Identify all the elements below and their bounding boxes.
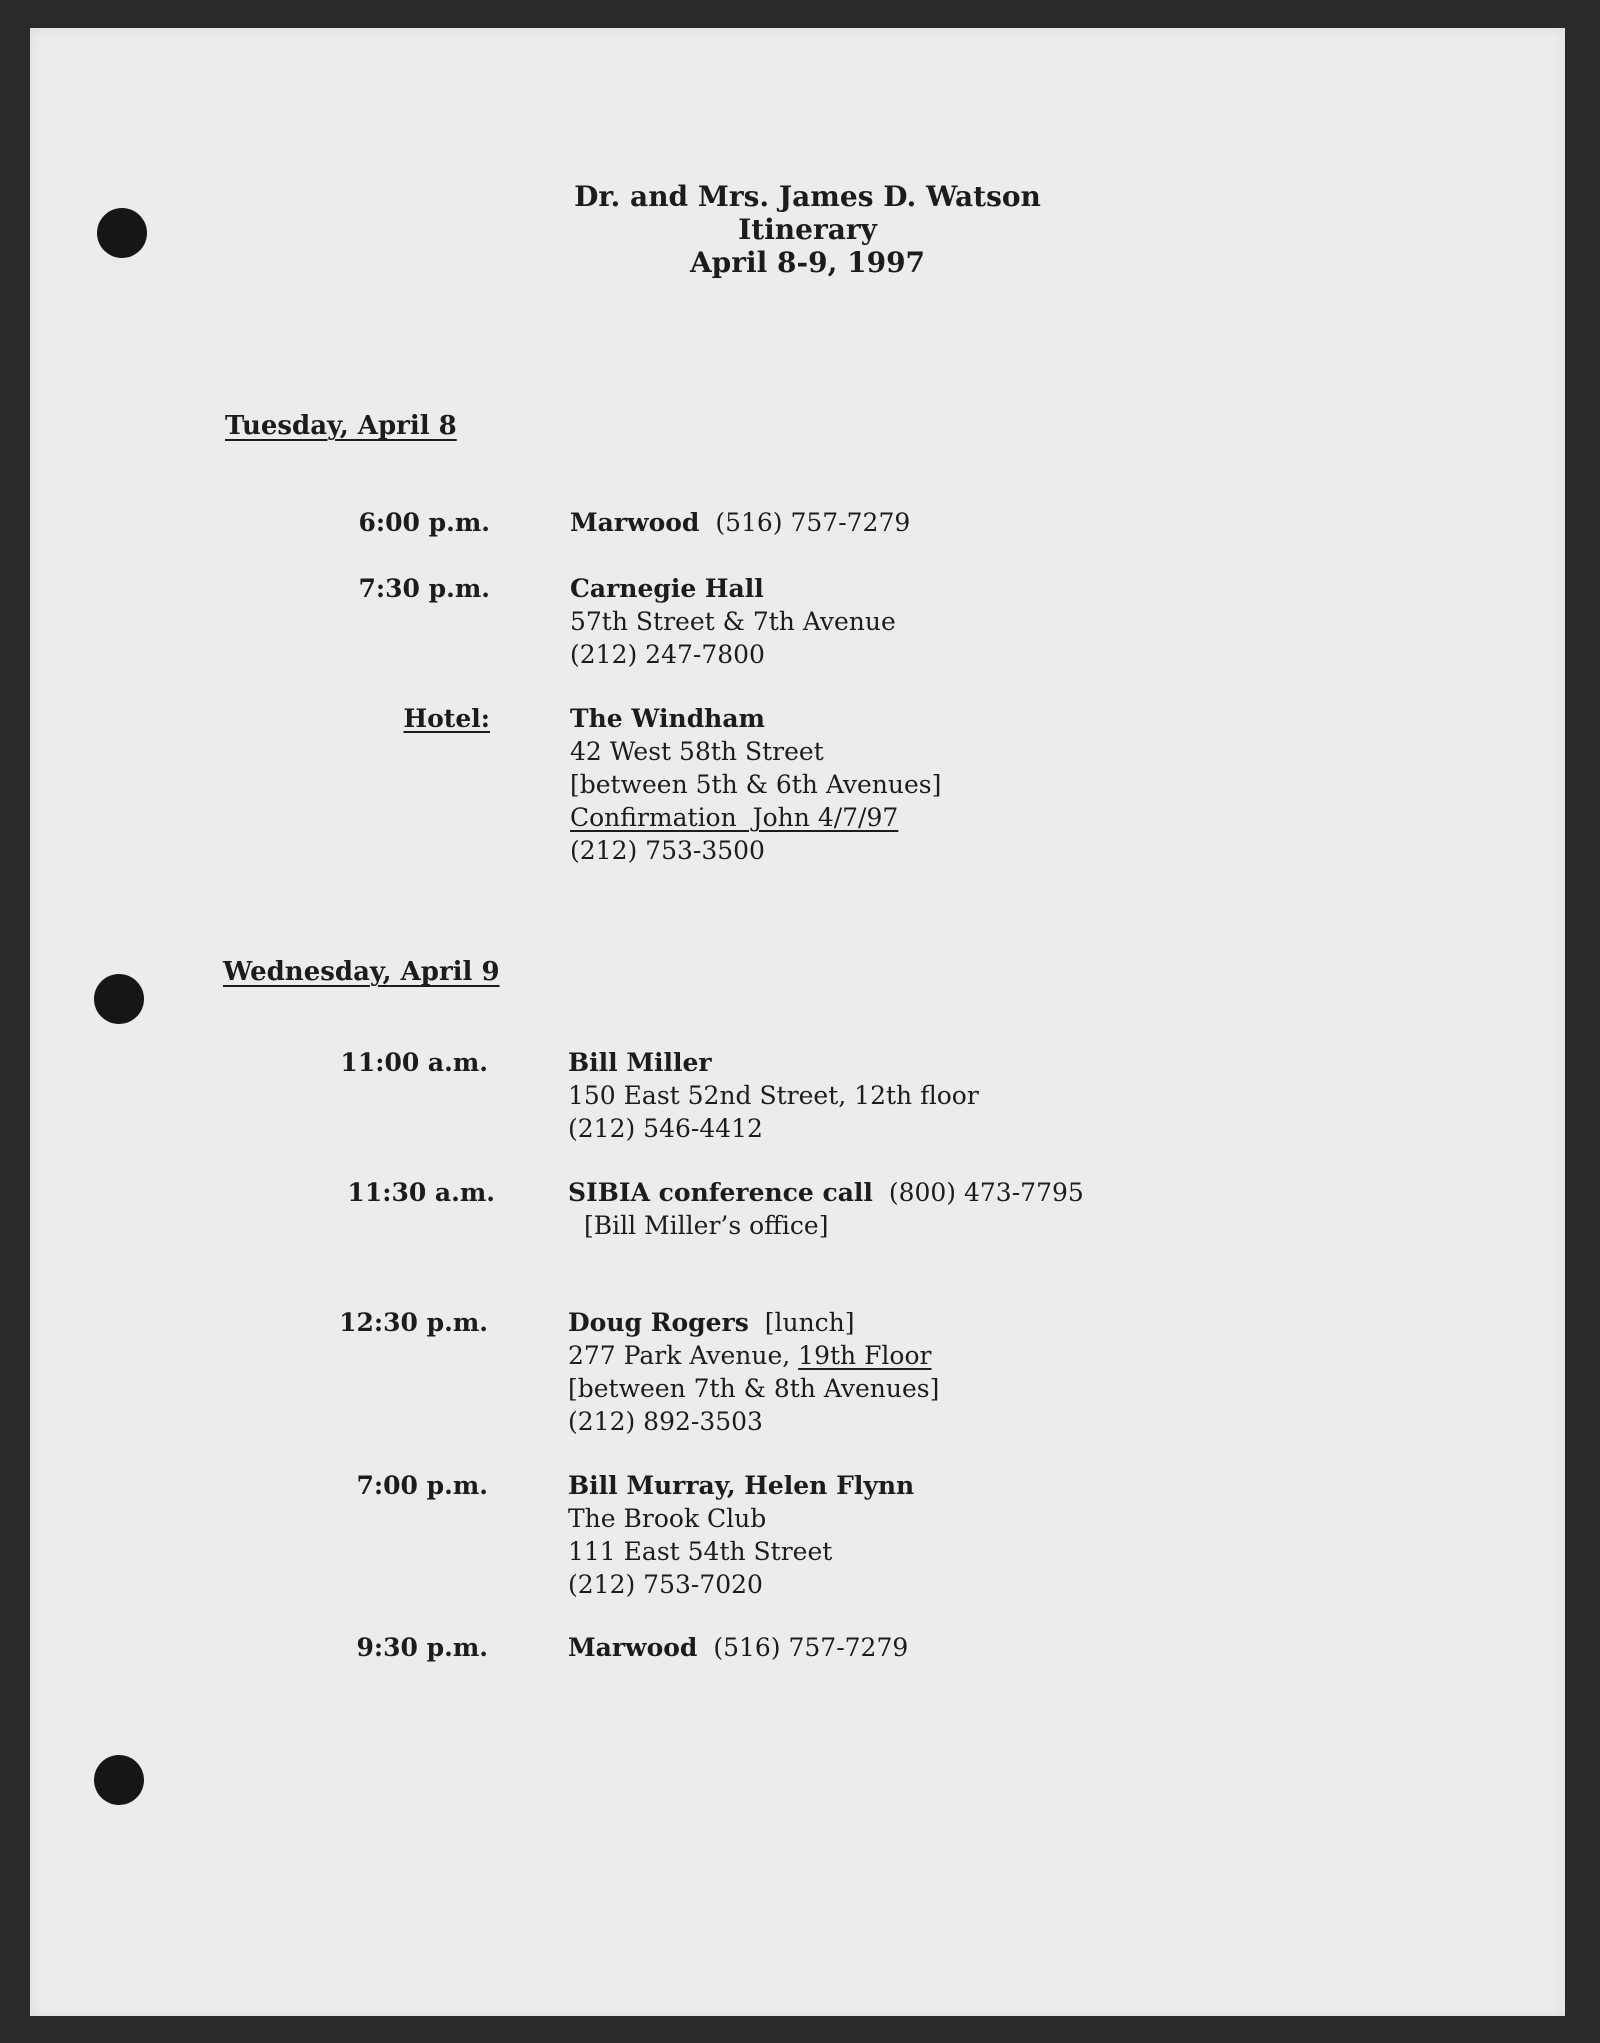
entry-note: [between 7th & 8th Avenues] <box>568 1374 940 1403</box>
entry-floor: 19th Floor <box>798 1341 932 1370</box>
entry-phone: (212) 753-3500 <box>570 836 765 865</box>
entry-name: Marwood <box>570 508 700 537</box>
entry-name: Marwood <box>568 1633 698 1662</box>
entry-phone: (800) 473-7795 <box>888 1178 1084 1207</box>
header-dates: April 8-9, 1997 <box>689 246 926 279</box>
entry-phone: (212) 892-3503 <box>568 1407 763 1436</box>
entry-detail <box>568 1469 914 1601</box>
entry-detail <box>570 572 896 671</box>
entry-address: 57th Street & 7th Avenue <box>570 607 896 636</box>
entry-time: 11:00 a.m. <box>340 1048 488 1077</box>
entry-time: 7:30 p.m. <box>358 574 490 603</box>
entry-name: Bill Murray, Helen Flynn <box>568 1471 915 1500</box>
entry-address: 277 Park Avenue, <box>568 1341 791 1370</box>
entry-name: SIBIA conference call <box>568 1178 873 1207</box>
entry-detail <box>568 1306 939 1438</box>
entry-time: 9:30 p.m. <box>356 1633 488 1662</box>
binder-hole <box>94 1755 144 1805</box>
entry-address: 150 East 52nd Street, 12th floor <box>568 1081 979 1110</box>
entry-phone: (212) 753-7020 <box>568 1570 763 1599</box>
entry-name: Carnegie Hall <box>570 574 764 603</box>
entry-time: 7:00 p.m. <box>356 1471 488 1500</box>
entry-phone: (516) 757-7279 <box>715 508 911 537</box>
hotel-label: Hotel: <box>403 704 490 733</box>
entry-detail <box>568 1176 1084 1242</box>
entry-phone: (212) 247-7800 <box>570 640 765 669</box>
entry-address: 111 East 54th Street <box>568 1537 833 1566</box>
entry-address: 42 West 58th Street <box>570 737 824 766</box>
entry-detail <box>568 1631 908 1664</box>
entry-name: The Windham <box>570 704 766 733</box>
entry-phone: (516) 757-7279 <box>713 1633 909 1662</box>
entry-name: Doug Rogers <box>568 1308 749 1337</box>
entry-venue: The Brook Club <box>568 1504 767 1533</box>
entry-name: Bill Miller <box>568 1048 712 1077</box>
header-title: Itinerary <box>738 213 877 246</box>
entry-note: [Bill Miller’s office] <box>584 1211 829 1240</box>
day-heading-wednesday: Wednesday, April 9 <box>223 957 500 987</box>
entry-detail <box>570 506 910 539</box>
document-header <box>30 180 1565 279</box>
header-names: Dr. and Mrs. James D. Watson <box>574 180 1041 213</box>
entry-time: 6:00 p.m. <box>358 508 490 537</box>
document-page <box>30 28 1565 2016</box>
entry-phone: (212) 546-4412 <box>568 1114 763 1143</box>
entry-detail <box>568 1046 979 1145</box>
entry-tag: [lunch] <box>764 1308 855 1337</box>
day-heading-tuesday: Tuesday, April 8 <box>225 411 457 441</box>
entry-detail <box>570 702 941 867</box>
entry-time: 12:30 p.m. <box>339 1308 488 1337</box>
entry-confirmation: Confirmation John 4/7/97 <box>570 803 899 832</box>
entry-note: [between 5th & 6th Avenues] <box>570 770 942 799</box>
entry-time: 11:30 a.m. <box>347 1178 495 1207</box>
binder-hole <box>94 974 144 1024</box>
